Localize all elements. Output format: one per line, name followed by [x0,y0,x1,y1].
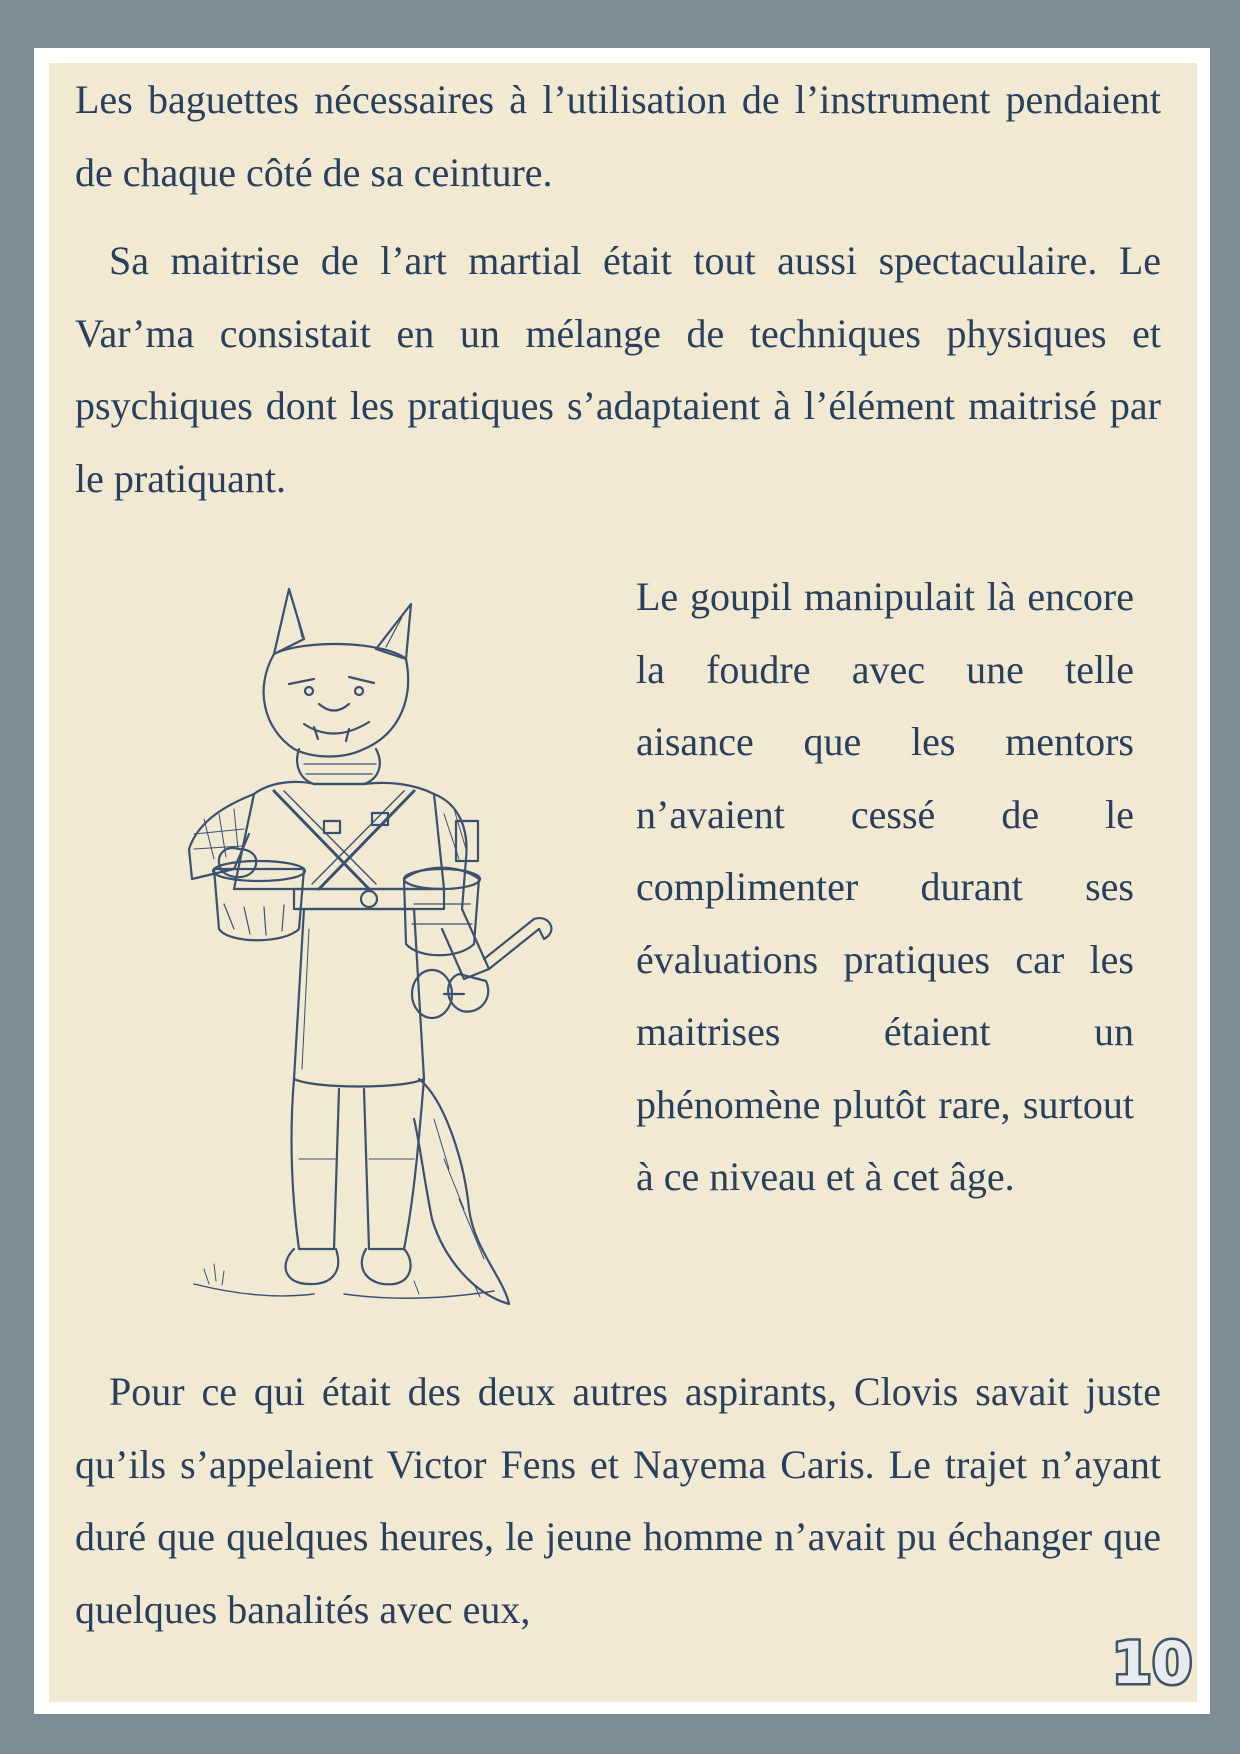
fox-warrior-illustration [114,559,574,1339]
paragraph-varma: Sa maitrise de l’art martial était tout aussi spectaculaire. Le Var’ma consistait en un mélange de techniques physiques et psychiques dont les pratiques s’adaptaient à l’élément maitrisé par le pratiquant. [75,238,1161,501]
paragraph-baguettes: Les baguettes nécessaires à l’utilisation de l’instrument pendaient de chaque côté de sa ceinture. [75,77,1161,195]
page-number-text: 10 [1111,1629,1193,1697]
book-page [49,63,1197,1702]
page-number [1107,1621,1197,1701]
paragraph-goupil: Le goupil manipulait là encore la foudre avec une telle aisance que les mentors n’avaient cessé de le complimenter durant ses évaluations pratiques car les maitrises étaient un phénomène plutôt rare, surtout à ce niveau et à cet âge. [636,574,1134,1199]
paragraph-aspirants: Pour ce qui était des deux autres aspirants, Clovis savait juste qu’ils s’appelaient Victor Fens et Nayema Caris. Le trajet n’ayant duré que quelques heures, le jeune homme n’avait pu échanger que quelques banalités avec eux, [75,1369,1161,1632]
